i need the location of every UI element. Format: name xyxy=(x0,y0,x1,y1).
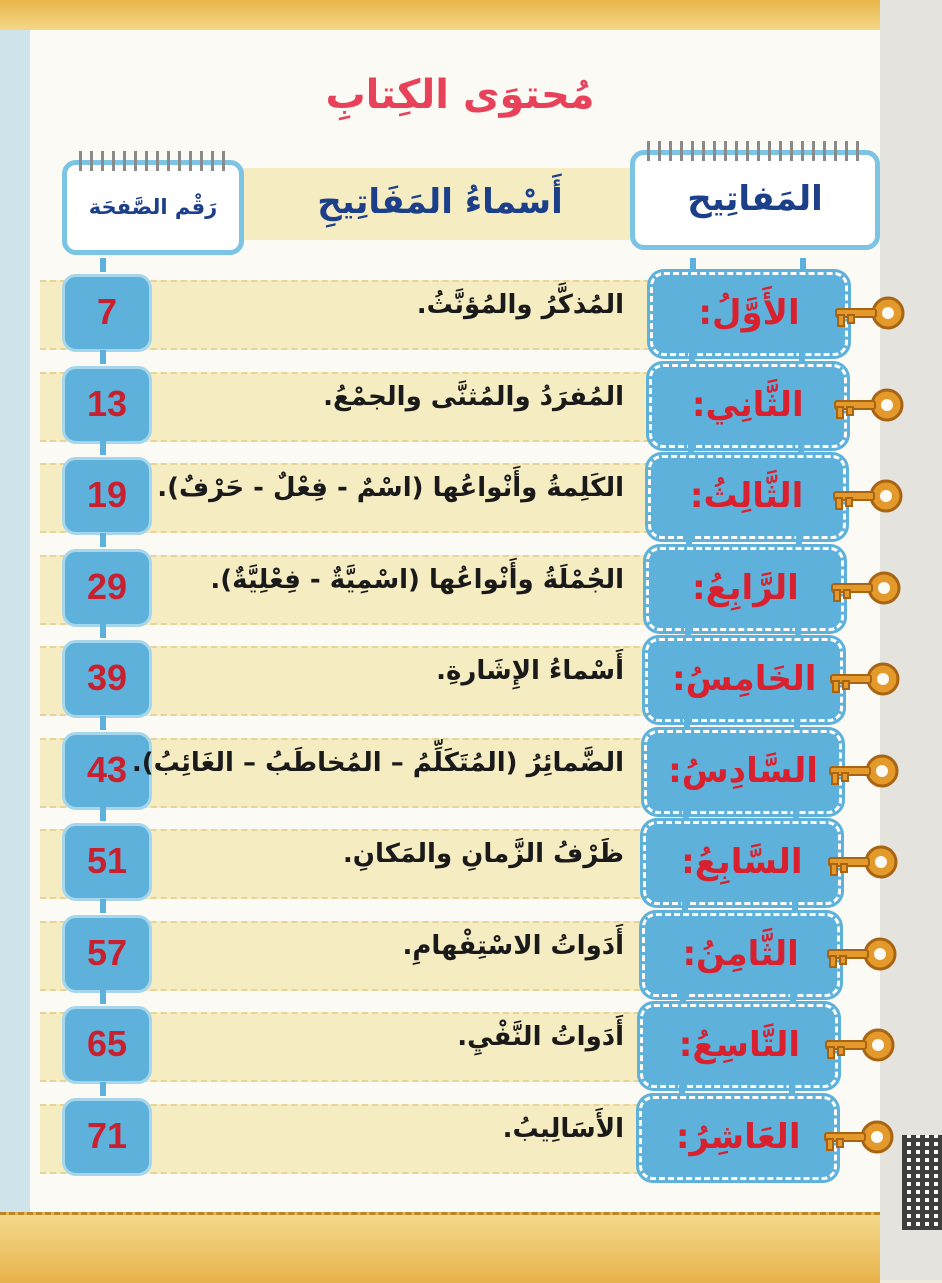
connector xyxy=(100,533,106,547)
connector xyxy=(795,624,801,638)
page-number: 29 xyxy=(62,549,152,627)
page-number: 65 xyxy=(62,1006,152,1084)
table-row xyxy=(0,817,942,909)
ordinal-label: الرَّابِعُ: xyxy=(691,567,799,608)
connector xyxy=(793,807,799,821)
key-icon xyxy=(830,292,906,334)
page-number: 57 xyxy=(62,915,152,993)
ordinal-badge xyxy=(648,455,846,539)
topic-name: الضَّمائِرُ (المُتَكَلِّمُ – المُخاطَبُ – الغَائِبُ). xyxy=(131,747,624,778)
table-row xyxy=(0,1000,942,1092)
connector xyxy=(684,716,690,730)
spiral-rings xyxy=(647,141,863,161)
topic-name: الكَلِمةُ وأَنْواعُها (اسْمٌ - فِعْلٌ - حَرْفٌ). xyxy=(157,473,624,503)
page-number: 13 xyxy=(62,366,152,444)
page-number-header-label: رَقْم الصَّفحَة xyxy=(88,195,218,219)
key-icon xyxy=(829,384,905,426)
connector xyxy=(689,350,695,364)
page-number: 19 xyxy=(62,457,152,535)
connector xyxy=(800,258,806,272)
topic-name: أَدَواتُ الاسْتِفْهامِ. xyxy=(402,930,624,961)
table-row xyxy=(0,909,942,1001)
ordinal-label: الأَوَّلُ: xyxy=(698,293,800,333)
ordinal-label: التَّاسِعُ: xyxy=(678,1025,801,1065)
ordinal-badge xyxy=(642,913,840,997)
connector xyxy=(680,990,686,1004)
connector xyxy=(794,716,800,730)
table-row xyxy=(0,268,942,360)
ordinal-badge xyxy=(650,272,848,356)
connector xyxy=(679,1082,685,1096)
ordinal-badge xyxy=(645,638,843,722)
page-number: 51 xyxy=(62,823,152,901)
connector xyxy=(798,441,804,455)
connector xyxy=(100,899,106,913)
connector xyxy=(100,716,106,730)
connector xyxy=(686,533,692,547)
connector xyxy=(688,441,694,455)
topic-name: المُذكَّرُ والمُؤنَّثُ. xyxy=(416,290,624,320)
connector xyxy=(683,807,689,821)
ordinal-label: العَاشِرُ: xyxy=(675,1116,801,1157)
connector xyxy=(100,350,106,364)
connector xyxy=(789,1082,795,1096)
page-number-header-card xyxy=(62,160,244,255)
table-row xyxy=(0,726,942,818)
key-icon xyxy=(819,1116,895,1158)
ordinal-badge xyxy=(646,547,844,631)
ordinal-badge xyxy=(639,1096,837,1180)
connector xyxy=(792,899,798,913)
key-icon xyxy=(826,567,902,609)
connector xyxy=(100,624,106,638)
topic-name: أَدَواتُ النَّفْيِ. xyxy=(457,1022,624,1052)
ordinal-label: السَّادِسُ: xyxy=(668,750,818,791)
page-number: 43 xyxy=(62,732,152,810)
topic-name: المُفرَدُ والمُثنَّى والجمْعُ. xyxy=(323,381,624,412)
topic-name: أَسْماءُ الإِشَارةِ. xyxy=(436,656,624,686)
ordinal-label: الثَّامِنُ: xyxy=(682,933,799,974)
table-row xyxy=(0,360,942,452)
key-icon xyxy=(828,475,904,517)
connector xyxy=(100,990,106,1004)
connector xyxy=(690,258,696,272)
page-number: 7 xyxy=(62,274,152,352)
connector xyxy=(796,533,802,547)
key-icon xyxy=(820,1024,896,1066)
ordinal-label: الثَّالِثُ: xyxy=(689,476,804,516)
names-header-label: أَسْماءُ المَفَاتِيحِ xyxy=(317,182,563,222)
ordinal-label: الثَّانِي: xyxy=(691,384,804,425)
connector xyxy=(100,807,106,821)
keys-header-card xyxy=(630,150,880,250)
page-number: 39 xyxy=(62,640,152,718)
table-row xyxy=(0,543,942,635)
key-icon xyxy=(823,841,899,883)
ordinal-badge xyxy=(649,364,847,448)
topic-name: الأَسَالِيبُ. xyxy=(502,1113,624,1144)
connector xyxy=(685,624,691,638)
keys-header-label: المَفاتِيح xyxy=(687,179,823,219)
ordinal-badge xyxy=(643,821,841,905)
connector xyxy=(682,899,688,913)
ordinal-badge xyxy=(644,730,842,814)
key-icon xyxy=(822,933,898,975)
table-row xyxy=(0,451,942,543)
ordinal-label: السَّابِعُ: xyxy=(681,842,803,882)
topic-name: الجُمْلَةُ وأَنْواعُها (اسْمِيَّةٌ - فِعْلِيَّةٌ). xyxy=(210,564,624,595)
connector xyxy=(790,990,796,1004)
table-row xyxy=(0,634,942,726)
connector xyxy=(100,1082,106,1096)
bottom-decorative-band xyxy=(0,1212,880,1283)
ordinal-badge xyxy=(640,1004,838,1088)
spiral-rings xyxy=(79,151,227,171)
table-row xyxy=(0,1092,942,1184)
key-icon xyxy=(825,658,901,700)
connector xyxy=(100,441,106,455)
connector xyxy=(799,350,805,364)
ordinal-label: الخَامِسُ: xyxy=(671,659,817,699)
topic-name: ظَرْفُ الزَّمانِ والمَكانِ. xyxy=(342,839,624,869)
page-title: مُحتوَى الكِتابِ xyxy=(325,72,595,118)
page-number: 71 xyxy=(62,1098,152,1176)
connector xyxy=(100,258,106,272)
key-icon xyxy=(824,750,900,792)
